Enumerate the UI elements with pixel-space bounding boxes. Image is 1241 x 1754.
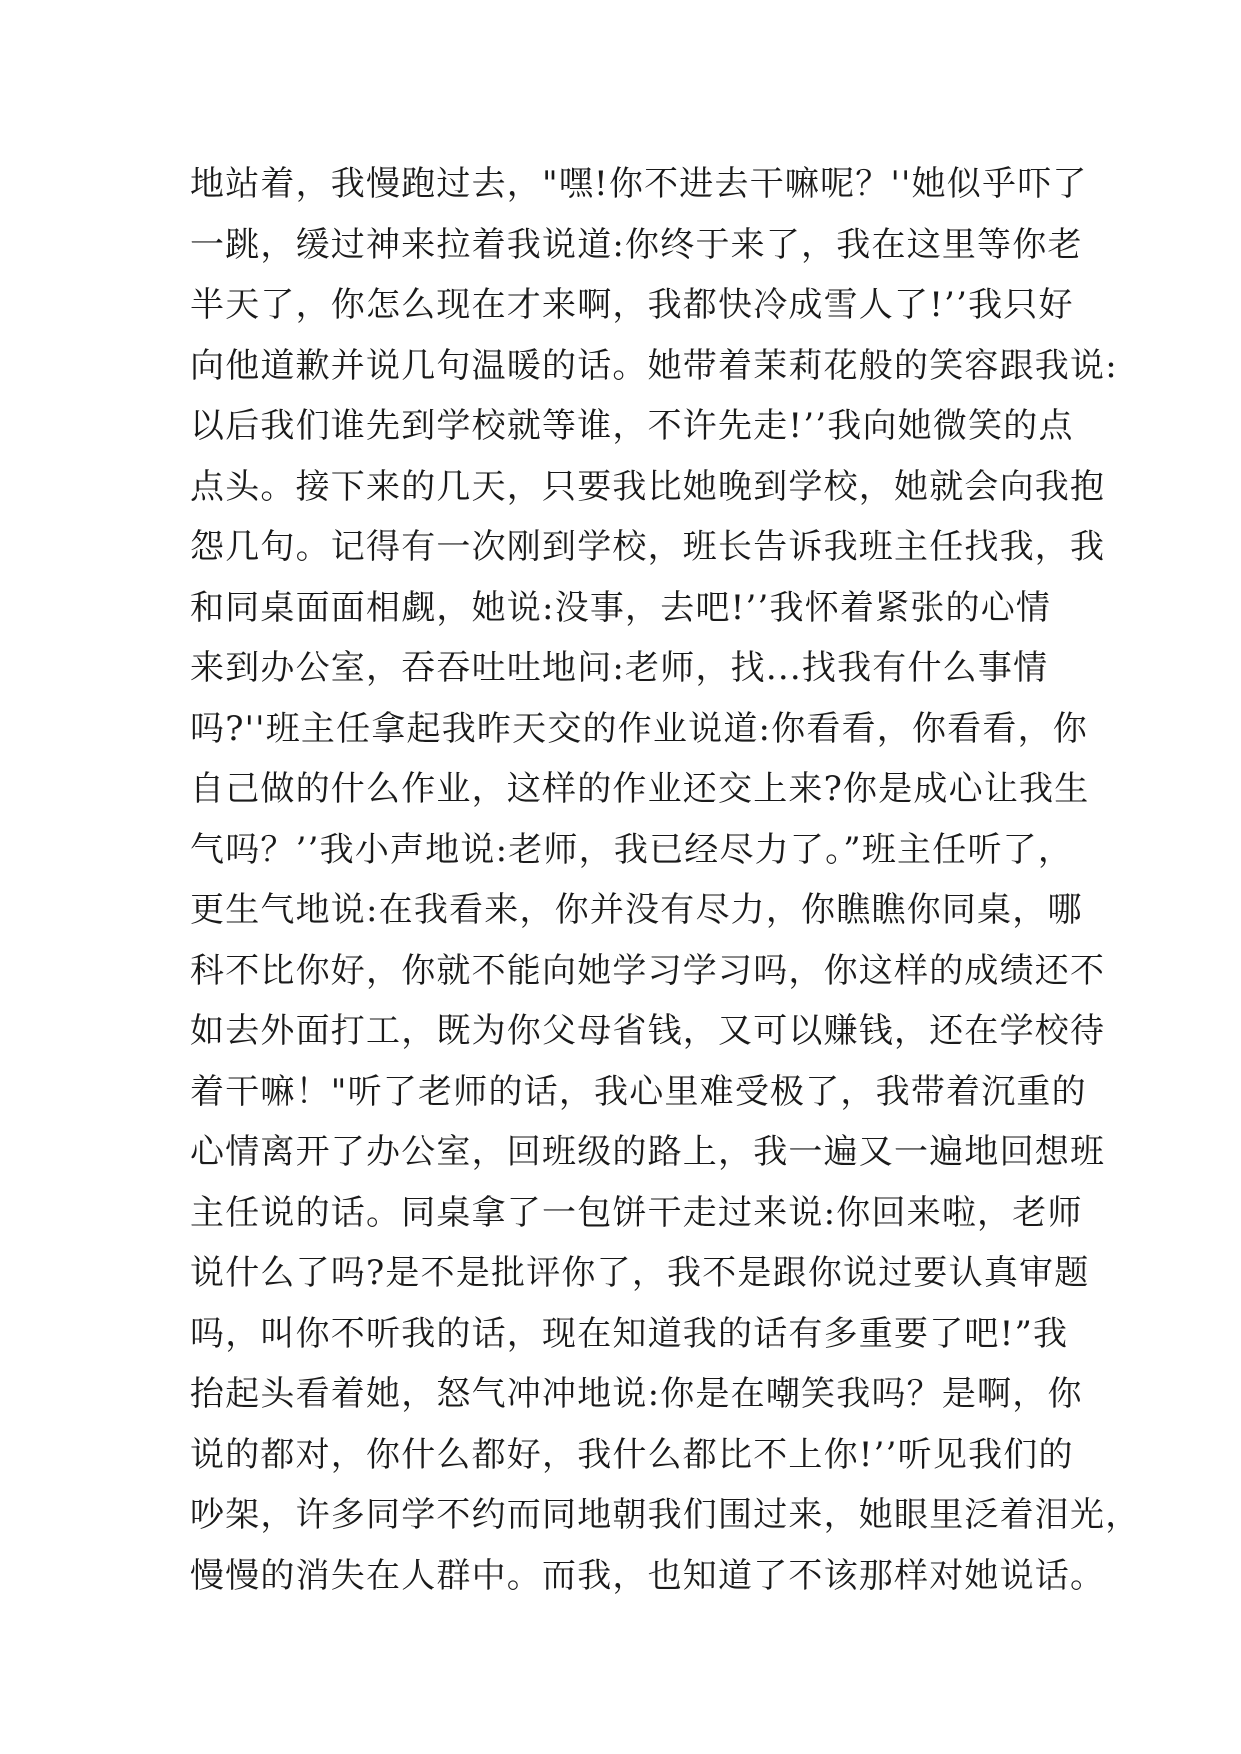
text-line: 来到办公室，吞吞吐吐地问:老师，找...找我有什么事情 [190,648,1049,688]
text-line: 着干嘛！"听了老师的话，我心里难受极了，我带着沉重的 [190,1071,1087,1112]
text-line: 向他道歉并说几句温暖的话。她带着茉莉花般的笑容跟我说: [190,345,1118,386]
text-line: 气吗？’’我小声地说:老师，我已经尽力了。”班主任听了， [190,829,1074,870]
text-line: 更生气地说:在我看来，你并没有尽力，你瞧瞧你同桌，哪 [190,890,1083,930]
text-line: 吗?''班主任拿起我昨天交的作业说道:你看看，你看看，你 [190,708,1088,749]
text-line: 心情离开了办公室，回班级的路上，我一遍又一遍地回想班 [190,1132,1106,1172]
text-line: 地站着，我慢跑过去，"嘿!你不进去干嘛呢？''她似乎吓了 [190,164,1088,204]
text-line: 点头。接下来的几天，只要我比她晚到学校，她就会向我抱 [190,466,1106,507]
text-line: 慢慢的消失在人群中。而我，也知道了不该那样对她说话。 [190,1555,1106,1596]
text-line: 如去外面打工，既为你父母省钱，又可以赚钱，还在学校待 [190,1011,1106,1051]
essay-body [190,154,1141,1606]
text-line: 一跳，缓过神来拉着我说道:你终于来了，我在这里等你老 [190,224,1083,265]
text-line: 和同桌面面相觑，她说:没事，去吧!’’我怀着紧张的心情 [190,587,1052,628]
text-line: 怨几句。记得有一次刚到学校，班长告诉我班主任找我，我 [190,527,1106,567]
text-line: 科不比你好，你就不能向她学习学习吗，你这样的成绩还不 [190,950,1106,991]
text-line: 吗，叫你不听我的话，现在知道我的话有多重要了吧!”我 [190,1313,1069,1354]
text-line: 说什么了吗?是不是批评你了，我不是跟你说过要认真审题 [190,1253,1090,1293]
text-line: 自己做的什么作业，这样的作业还交上来?你是成心让我生 [190,769,1090,809]
text-line: 说的都对，你什么都好，我什么都比不上你!’’听见我们的 [190,1434,1074,1475]
text-line: 吵架，许多同学不约而同地朝我们围过来，她眼里泛着泪光， [190,1495,1141,1535]
text-line: 半天了，你怎么现在才来啊，我都快冷成雪人了!’’我只好 [190,285,1074,325]
text-line: 以后我们谁先到学校就等谁，不许先走!’’我向她微笑的点 [190,406,1074,446]
text-line: 主任说的话。同桌拿了一包饼干走过来说:你回来啦，老师 [190,1192,1083,1233]
text-line: 抬起头看着她，怒气冲冲地说:你是在嘲笑我吗？是啊，你 [190,1374,1083,1414]
